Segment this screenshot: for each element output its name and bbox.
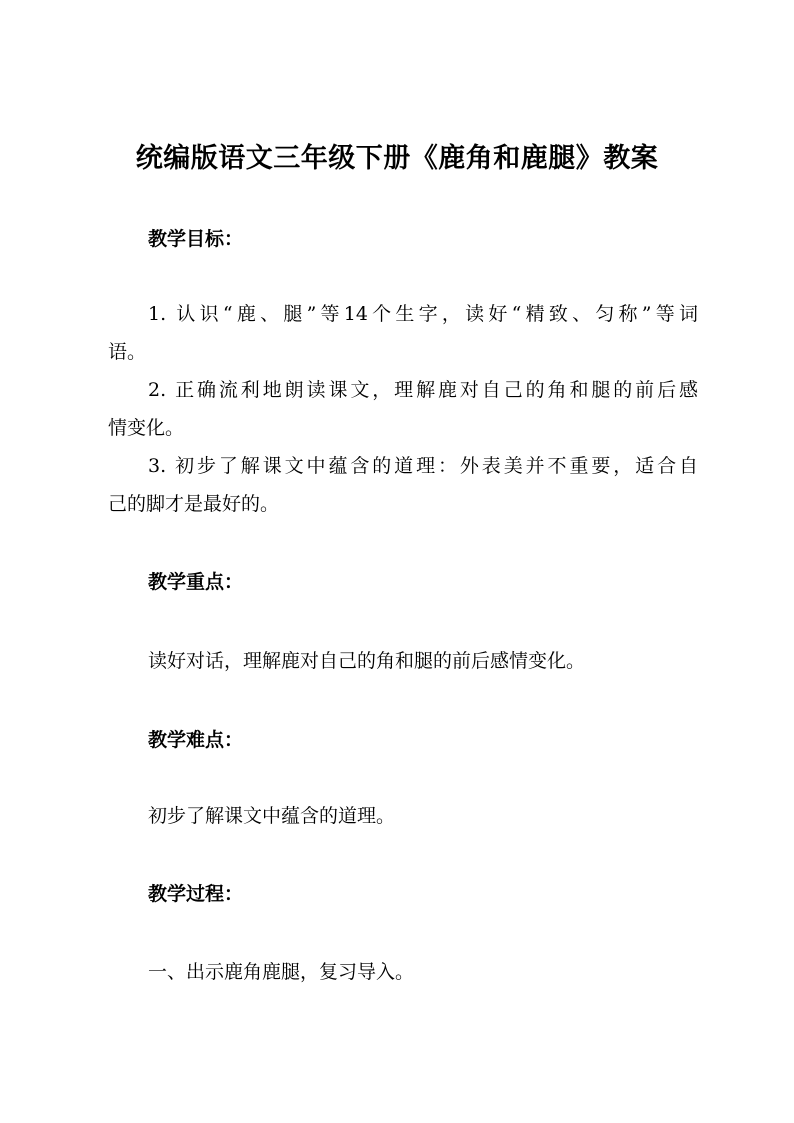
objectives-heading: 教学目标： xyxy=(148,228,244,250)
key-points-heading: 教学重点： xyxy=(148,571,244,593)
difficulties-text: 初步了解课文中蕴含的道理。 xyxy=(148,805,396,827)
difficulties-heading: 教学难点： xyxy=(148,729,244,751)
objective-3-line-2: 己的脚才是最好的。 xyxy=(108,493,280,515)
objective-2-line-2: 情变化。 xyxy=(108,417,185,439)
objective-3-line-1: 3. 初步了解课文中蕴含的道理：外表美并不重要，适合自 xyxy=(148,455,698,477)
objective-2-line-1: 2. 正确流利地朗读课文，理解鹿对自己的角和腿的前后感 xyxy=(148,379,698,401)
objective-1-line-1: 1. 认识“鹿、腿”等14个生字，读好“精致、匀称”等词 xyxy=(148,303,698,325)
process-heading: 教学过程： xyxy=(148,883,244,905)
document-title: 统编版语文三年级下册《鹿角和鹿腿》教案 xyxy=(135,143,659,174)
process-step-1: 一、出示鹿角鹿腿，复习导入。 xyxy=(148,961,415,983)
key-points-text: 读好对话，理解鹿对自己的角和腿的前后感情变化。 xyxy=(148,650,586,672)
objective-1-line-2: 语。 xyxy=(108,341,147,363)
